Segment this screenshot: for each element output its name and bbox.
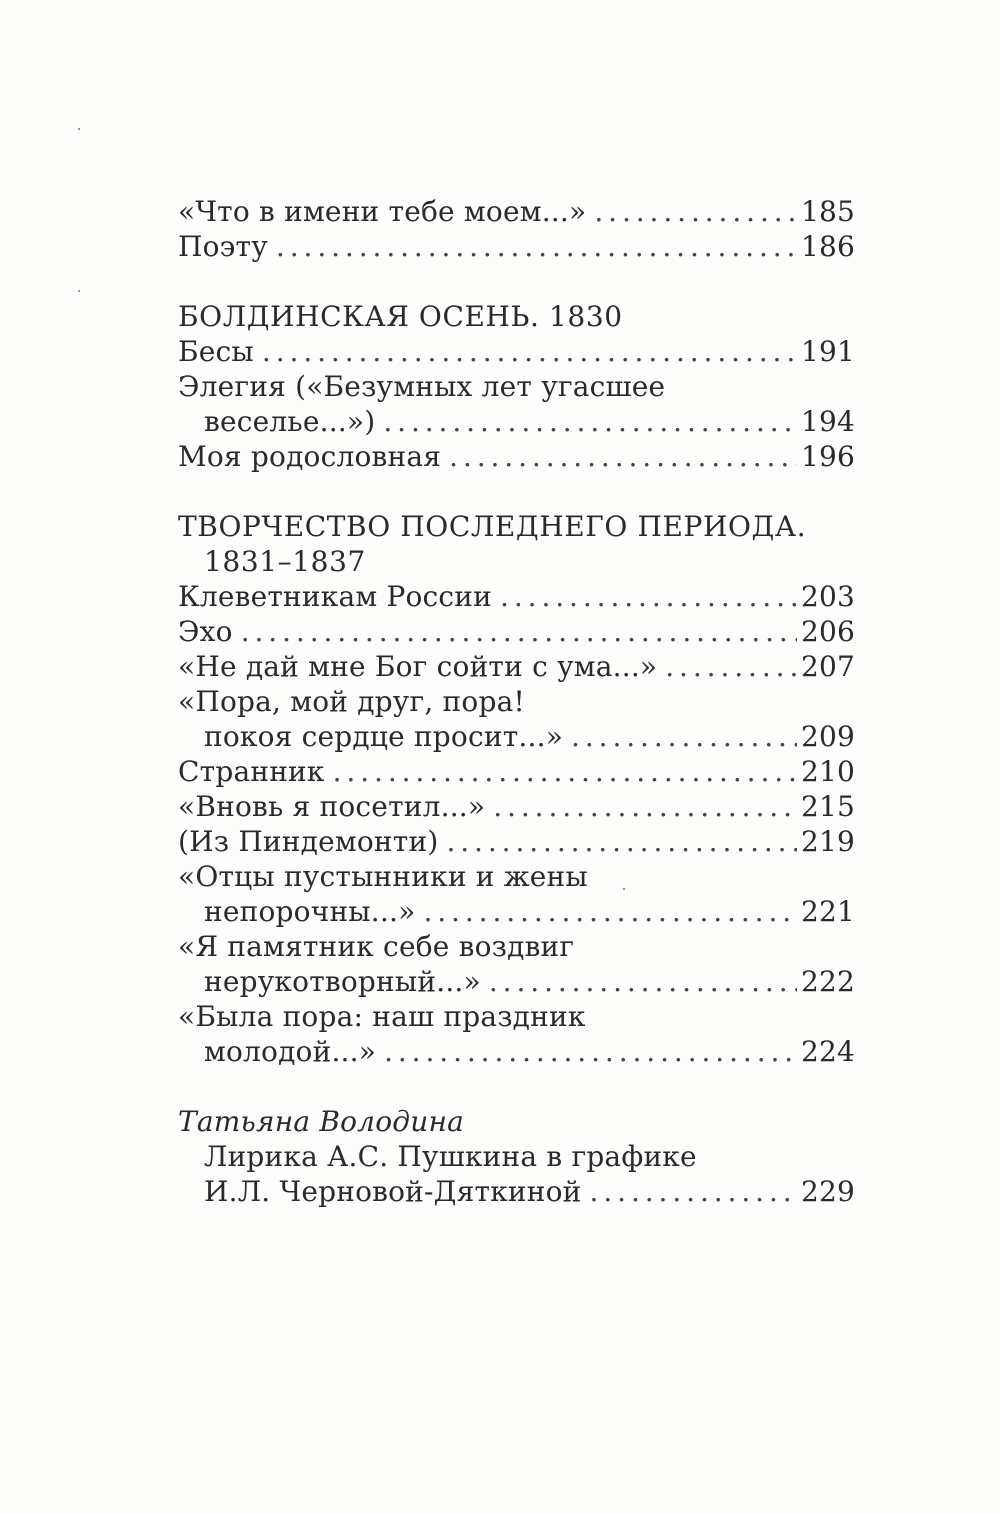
toc-entry-title-cont: И.Л. Черновой-Дяткиной: [204, 1175, 582, 1208]
toc-entry-first-line: [178, 999, 855, 1034]
toc-entry-page: 224: [800, 1035, 855, 1068]
toc-entry: [178, 894, 855, 929]
toc-entry: [178, 194, 855, 229]
toc-entry-title: (Из Пиндемонти): [178, 825, 439, 858]
toc-entry-title: Клеветникам России: [178, 580, 493, 613]
dot-leader: [489, 964, 797, 999]
toc-entry-page: 229: [800, 1175, 855, 1208]
toc-entry: [178, 439, 855, 474]
toc-entry-title: «Была пора: наш праздник: [178, 1000, 586, 1033]
paper-speck: [78, 128, 80, 130]
toc-entry: [178, 334, 855, 369]
toc-entry-page: 186: [800, 230, 855, 263]
toc-entry: [178, 579, 855, 614]
toc-entry-page: 215: [800, 790, 855, 823]
toc-entry: [178, 789, 855, 824]
dot-leader: [594, 194, 797, 229]
toc-entry-title: Элегия («Безумных лет угасшее: [178, 370, 666, 403]
dot-leader: [493, 789, 797, 824]
section-heading: [178, 299, 855, 334]
toc-entry-page: 191: [800, 335, 855, 368]
spacer: [178, 264, 855, 299]
toc-entry-title-cont: веселье...»): [204, 405, 376, 438]
toc-entry-page: 207: [800, 650, 855, 683]
section-heading-cont: [178, 544, 855, 579]
paper-speck: [623, 888, 625, 890]
toc-entry-title-cont: молодой...»: [204, 1035, 377, 1068]
toc-entry: [178, 649, 855, 684]
toc-entry: [178, 1034, 855, 1069]
toc-entry-page: 219: [800, 825, 855, 858]
toc-entry: [178, 824, 855, 859]
dot-leader: [241, 614, 797, 649]
section-heading-text: ТВОРЧЕСТВО ПОСЛЕДНЕГО ПЕРИОДА.: [178, 510, 807, 543]
toc-entry-title: «Пора, мой друг, пора!: [178, 685, 525, 718]
section-heading: [178, 509, 855, 544]
toc-entry-title-cont: непорочны...»: [204, 895, 416, 928]
toc-entry-first-line: [178, 1139, 855, 1174]
toc-entry-title: Бесы: [178, 335, 254, 368]
toc-entry-title: «Не дай мне Бог сойти с ума...»: [178, 650, 658, 683]
toc-entry: [178, 229, 855, 264]
toc-entry-title: «Я памятник себе воздвиг: [178, 930, 575, 963]
dot-leader: [449, 439, 797, 474]
toc-entry: [178, 719, 855, 754]
toc-entry-first-line: [178, 684, 855, 719]
toc-entry-title: Моя родословная: [178, 440, 442, 473]
toc-entry-page: 196: [800, 440, 855, 473]
toc-entry-page: 206: [800, 615, 855, 648]
afterword-author: [178, 1104, 855, 1139]
dot-leader: [446, 824, 797, 859]
toc-entry-title: Поэту: [178, 230, 268, 263]
toc-entry-page: 221: [800, 895, 855, 928]
toc-entry-page: 210: [800, 755, 855, 788]
section-heading-text: БОЛДИНСКАЯ ОСЕНЬ. 1830: [178, 300, 623, 333]
toc-entry-title: Странник: [178, 755, 325, 788]
toc-entry-page: 203: [800, 580, 855, 613]
toc-entry-first-line: [178, 859, 855, 894]
toc-entry-title: «Что в имени тебе моем...»: [178, 195, 587, 228]
dot-leader: [262, 334, 797, 369]
toc-entry-title: Эхо: [178, 615, 233, 648]
toc-entry-title: «Вновь я посетил...»: [178, 790, 486, 823]
section-heading-years: 1831–1837: [204, 545, 366, 578]
dot-leader: [500, 579, 797, 614]
toc-entry: [178, 964, 855, 999]
toc-entry-page: 194: [800, 405, 855, 438]
toc-entry-title: Лирика А.С. Пушкина в графике: [204, 1140, 697, 1173]
toc-entry-page: 185: [800, 195, 855, 228]
toc-entry-first-line: [178, 929, 855, 964]
dot-leader: [590, 1174, 797, 1209]
toc-entry-page: 222: [800, 965, 855, 998]
toc-entry-title: «Отцы пустынники и жены: [178, 860, 588, 893]
toc-entry-first-line: [178, 369, 855, 404]
paper-speck: [78, 290, 80, 292]
author-name: Татьяна Володина: [178, 1105, 464, 1138]
toc-entry-title-cont: нерукотворный...»: [204, 965, 481, 998]
toc-entry: [178, 754, 855, 789]
dot-leader: [333, 754, 797, 789]
dot-leader: [423, 894, 797, 929]
spacer: [178, 474, 855, 509]
toc-entry: [178, 614, 855, 649]
toc-entry-page: 209: [800, 720, 855, 753]
dot-leader: [571, 719, 797, 754]
toc-entry-title-cont: покоя сердце просит...»: [204, 720, 564, 753]
toc-entry: [178, 1174, 855, 1209]
dot-leader: [384, 1034, 797, 1069]
spacer: [178, 1069, 855, 1104]
dot-leader: [276, 229, 797, 264]
toc-entry: [178, 404, 855, 439]
table-of-contents: [178, 194, 855, 1209]
dot-leader: [383, 404, 797, 439]
dot-leader: [665, 649, 797, 684]
